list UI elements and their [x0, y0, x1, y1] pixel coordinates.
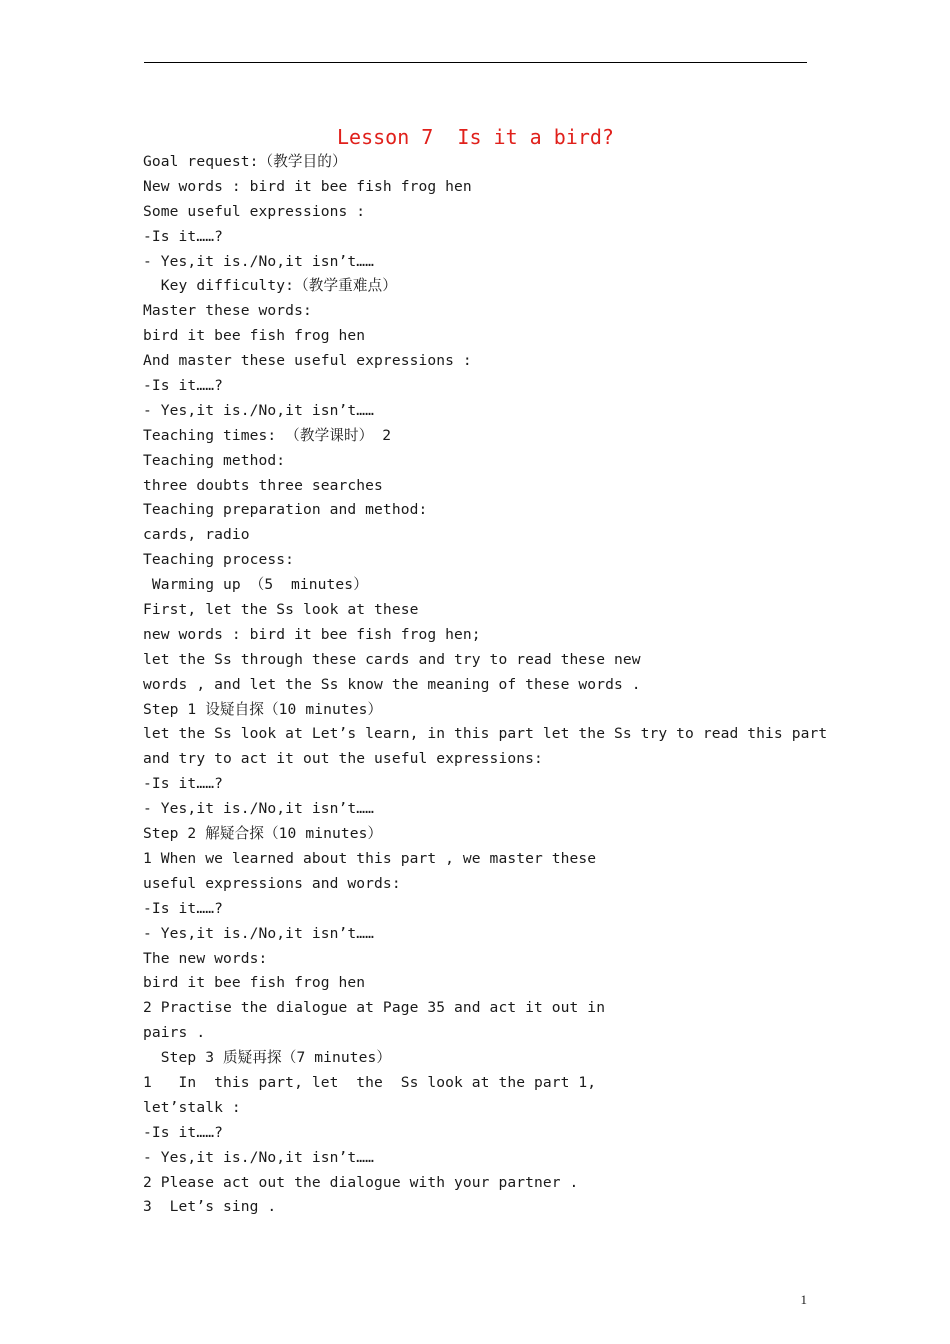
text-line: And master these useful expressions : — [143, 352, 472, 370]
text-line: 3 Let’s sing . — [143, 1198, 277, 1216]
text-line: Teaching times: （教学课时） 2 — [143, 426, 392, 444]
text-line: - Yes,it is./No,it isn’t…… — [143, 252, 375, 270]
text-line: Step 1 设疑自探（10 minutes） — [143, 700, 383, 718]
text-line: Step 2 解疑合探（10 minutes） — [143, 825, 383, 843]
text-line: - Yes,it is./No,it isn’t…… — [143, 800, 375, 818]
text-line: - Yes,it is./No,it isn’t…… — [143, 401, 375, 419]
text-line: -Is it……? — [143, 377, 223, 395]
text-line: 1 In this part, let the Ss look at the part 1, — [143, 1073, 597, 1091]
text-line: bird it bee fish frog hen — [143, 974, 366, 992]
header-rule — [144, 62, 807, 63]
text-line: cards, radio — [143, 526, 250, 544]
text-line: 1 When we learned about this part , we master these — [143, 849, 597, 867]
text-line: - Yes,it is./No,it isn’t…… — [143, 1148, 375, 1166]
text-line: bird it bee fish frog hen — [143, 327, 366, 345]
text-line: let’stalk : — [143, 1098, 241, 1116]
page-number: 1 — [800, 1292, 807, 1307]
text-line: -Is it……? — [143, 899, 223, 917]
text-line: Some useful expressions : — [143, 202, 366, 220]
text-line: 2 Practise the dialogue at Page 35 and act it out in — [143, 999, 606, 1017]
text-line: pairs . — [143, 1024, 206, 1042]
text-line: let the Ss through these cards and try to read these new — [143, 650, 641, 668]
text-line: First, let the Ss look at these — [143, 601, 419, 619]
text-line: - Yes,it is./No,it isn’t…… — [143, 924, 375, 942]
text-line: -Is it……? — [143, 1123, 223, 1141]
text-line: Step 3 质疑再探（7 minutes） — [143, 1049, 392, 1067]
text-line: useful expressions and words: — [143, 874, 401, 892]
text-line: 2 Please act out the dialogue with your partner . — [143, 1173, 579, 1191]
text-line: Teaching process: — [143, 551, 295, 569]
document-title: Lesson 7 Is it a bird? — [337, 125, 614, 149]
text-line: words , and let the Ss know the meaning of these words . — [143, 675, 641, 693]
text-line: Goal request:（教学目的） — [143, 153, 347, 170]
document-body — [143, 150, 828, 1220]
text-line: Warming up （5 minutes） — [143, 576, 368, 594]
text-line: Teaching method: — [143, 451, 286, 469]
text-line: three doubts three searches — [143, 476, 383, 494]
text-line: Teaching preparation and method: — [143, 501, 428, 519]
text-line: -Is it……? — [143, 227, 223, 245]
text-line: The new words: — [143, 949, 268, 967]
text-line: and try to act it out the useful expressions: — [143, 750, 543, 768]
text-line: -Is it……? — [143, 775, 223, 793]
text-line: New words : bird it bee fish frog hen — [143, 177, 472, 195]
text-line: new words : bird it bee fish frog hen; — [143, 625, 481, 643]
text-line: let the Ss look at Let’s learn, in this part let the Ss try to read this part — [143, 725, 828, 743]
text-line: Key difficulty:（教学重难点） — [143, 277, 397, 295]
text-line: Master these words: — [143, 302, 312, 320]
